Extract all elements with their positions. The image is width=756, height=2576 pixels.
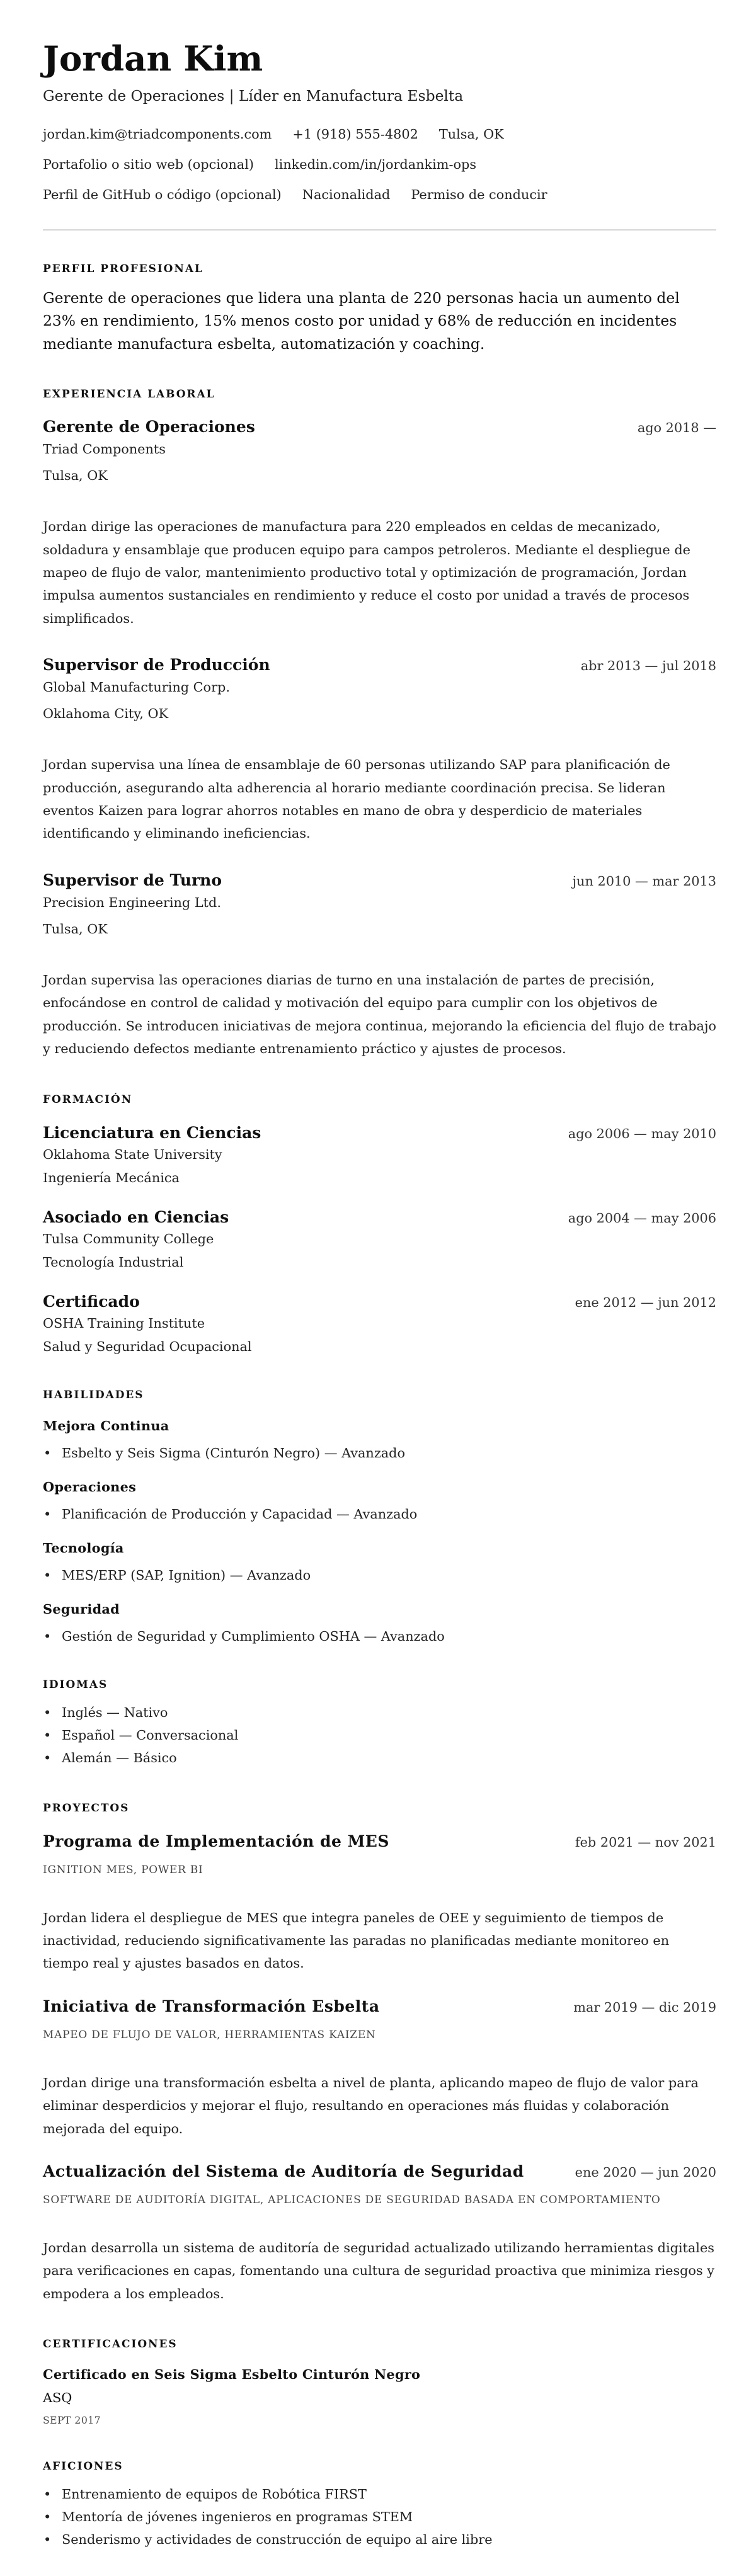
experience-entry xyxy=(43,870,716,1061)
project-tech: SOFTWARE DE AUDITORÍA DIGITAL, APLICACIONES DE SEGURIDAD BASADA EN COMPORTAMIENTO xyxy=(43,2192,661,2206)
skill-group xyxy=(43,1478,716,1524)
skill-item: • Planificación de Producción y Capacidad — Avanzado xyxy=(43,1505,716,1524)
experience-entry xyxy=(43,655,716,845)
summary-text: Gerente de operaciones que lidera una planta de 220 personas hacia un aumento del 23% en rendimiento, 15% menos costo por unidad y 68% de reducción en incidentes mediante manufactura esbelta, automatización y coaching. xyxy=(43,289,680,353)
job-title: Supervisor de Producción xyxy=(43,656,270,675)
project-dates: mar 2019 — dic 2019 xyxy=(573,1999,716,2015)
degree-title: Certificado xyxy=(43,1292,140,1311)
job-description: Jordan dirige las operaciones de manufactura para 220 empleados en celdas de mecanizado, soldadura y ensamblaje que producen equipo para campos petroleros. Mediante el despliegue de mapeo de flujo de valor, mantenimiento productivo total y optimización de programación, Jordan impulsa aumentos sustanciales en rendimiento y reduce el costo por unidad a través de procesos simplificados. xyxy=(43,519,690,626)
job-title: Gerente de Operaciones xyxy=(43,418,255,436)
skill-group xyxy=(43,1416,716,1462)
entry-header xyxy=(43,2162,716,2182)
header-divider xyxy=(43,229,716,231)
skill-item: • Esbelto y Seis Sigma (Cinturón Negro) — Avanzado xyxy=(43,1444,716,1462)
language-item: • Alemán — Básico xyxy=(43,1747,716,1769)
skill-group xyxy=(43,1600,716,1646)
entry-header xyxy=(43,1292,716,1313)
skill-list xyxy=(43,1505,716,1524)
project-description: Jordan desarrolla un sistema de auditoría de seguridad actualizado utilizando herramientas digitales para verificaciones en capas, fomentando una cultura de seguridad proactiva que minimiza riesgos y empodera a los empleados. xyxy=(43,2240,714,2301)
skill-group xyxy=(43,1539,716,1585)
school-name: OSHA Training Institute xyxy=(43,1315,205,1331)
field-of-study: Tecnología Industrial xyxy=(43,1254,184,1270)
project-entry xyxy=(43,1997,716,2140)
project-description: Jordan dirige una transformación esbelta a nivel de planta, aplicando mapeo de flujo de valor para eliminar desperdicios y mejorar el flujo, resultando en operaciones más fluidas y colaboración mejorada del equipo. xyxy=(43,2075,699,2136)
job-description: Jordan supervisa las operaciones diarias de turno en una instalación de partes de precisión, enfocándose en control de calidad y motivación del equipo para cumplir con los objetivos de producción. Se introducen iniciativas de mejora continua, mejorando la eficiencia del flujo de trabajo y reduciendo defectos mediante entrenamiento práctico y ajustes de procesos. xyxy=(43,972,716,1057)
education-section xyxy=(43,1091,716,1356)
field-of-study: Ingeniería Mecánica xyxy=(43,1170,180,1185)
field-of-study: Salud y Seguridad Ocupacional xyxy=(43,1338,252,1354)
school-name: Oklahoma State University xyxy=(43,1146,222,1162)
hobby-item: • Senderismo y actividades de construcción de equipo al aire libre xyxy=(43,2528,716,2551)
job-dates: jun 2010 — mar 2013 xyxy=(572,873,716,889)
project-name: Iniciativa de Transformación Esbelta xyxy=(43,1997,380,2015)
hobby-item: • Mentoría de jóvenes ingenieros en programas STEM xyxy=(43,2505,716,2528)
job-location: Tulsa, OK xyxy=(43,921,108,937)
contact-phone[interactable]: +1 (918) 555-4802 xyxy=(292,127,418,142)
company-name: Triad Components xyxy=(43,442,166,457)
section-title: AFICIONES xyxy=(43,2459,123,2473)
entry-header xyxy=(43,1832,716,1852)
education-entry xyxy=(43,1207,716,1272)
skills-section xyxy=(43,1387,716,1646)
degree-title: Licenciatura en Ciencias xyxy=(43,1123,261,1142)
resume-header xyxy=(43,40,716,204)
job-title: Supervisor de Turno xyxy=(43,870,222,889)
project-tech: MAPEO DE FLUJO DE VALOR, HERRAMIENTAS KAIZEN xyxy=(43,2027,376,2041)
experience-entry xyxy=(43,417,716,630)
candidate-name: Jordan Kim xyxy=(43,38,263,79)
project-tech: IGNITION MES, POWER BI xyxy=(43,1862,203,1876)
school-name: Tulsa Community College xyxy=(43,1231,214,1246)
skill-list xyxy=(43,1566,716,1585)
skill-group-name: Tecnología xyxy=(43,1539,124,1556)
project-entry xyxy=(43,1832,716,1975)
headline: Gerente de Operaciones | Líder en Manufactura Esbelta xyxy=(43,87,464,105)
skill-item: • MES/ERP (SAP, Ignition) — Avanzado xyxy=(43,1566,716,1585)
skill-group-name: Mejora Continua xyxy=(43,1417,169,1433)
language-item: • Inglés — Nativo xyxy=(43,1701,716,1724)
project-dates: feb 2021 — nov 2021 xyxy=(575,1834,716,1850)
job-description: Jordan supervisa una línea de ensamblaje de 60 personas utilizando SAP para planificación de producción, asegurando alta adherencia al horario mediante coordinación precisa. Se lideran eventos Kaizen para lograr ahorros notables en mano de obra y desperdicio de materiales identificando y eliminando ineficiencias. xyxy=(43,757,670,841)
contact-location: Tulsa, OK xyxy=(438,127,504,142)
hobby-list xyxy=(43,2483,716,2551)
certification-issuer: ASQ xyxy=(43,2390,72,2406)
languages-section xyxy=(43,1677,716,1769)
skill-group-name: Seguridad xyxy=(43,1600,120,1617)
section-title: PROYECTOS xyxy=(43,1801,130,1814)
contact-row xyxy=(43,185,716,204)
entry-header xyxy=(43,870,716,891)
certification-entry xyxy=(43,2365,716,2427)
language-list xyxy=(43,1701,716,1769)
section-title: PERFIL PROFESIONAL xyxy=(43,262,203,275)
entry-header xyxy=(43,655,716,676)
project-description: Jordan lidera el despliegue de MES que integra paneles de OEE y seguimiento de tiempos de inactividad, reduciendo significativamente las paradas no planificadas mediante monitoreo en tiempo real y ajustes basados en datos. xyxy=(43,1910,670,1971)
job-location: Tulsa, OK xyxy=(43,468,108,484)
section-title: EXPERIENCIA LABORAL xyxy=(43,387,215,401)
certifications-section xyxy=(43,2336,716,2427)
entry-header xyxy=(43,417,716,438)
job-location: Oklahoma City, OK xyxy=(43,706,169,722)
contact-email[interactable]: jordan.kim@triadcomponents.com xyxy=(43,127,272,142)
skill-item: • Gestión de Seguridad y Cumplimiento OSHA — Avanzado xyxy=(43,1627,716,1646)
project-entry xyxy=(43,2162,716,2305)
job-dates: ago 2018 — xyxy=(637,420,716,436)
entry-header xyxy=(43,1123,716,1144)
contact-portfolio[interactable]: Portafolio o sitio web (opcional) xyxy=(43,157,254,172)
education-entry xyxy=(43,1123,716,1187)
section-title: FORMACIÓN xyxy=(43,1092,133,1105)
entry-header xyxy=(43,1997,716,2017)
education-dates: ago 2004 — may 2006 xyxy=(568,1210,716,1226)
entry-header xyxy=(43,1207,716,1228)
skill-group-name: Operaciones xyxy=(43,1478,137,1495)
company-name: Precision Engineering Ltd. xyxy=(43,894,221,910)
certification-name: Certificado en Seis Sigma Esbelto Cinturón Negro xyxy=(43,2366,421,2383)
experience-section xyxy=(43,386,716,1060)
certification-date: SEPT 2017 xyxy=(43,2415,101,2427)
hobbies-section xyxy=(43,2458,716,2551)
contact-linkedin[interactable]: linkedin.com/in/jordankim-ops xyxy=(274,157,477,172)
job-dates: abr 2013 — jul 2018 xyxy=(580,658,716,674)
section-title: HABILIDADES xyxy=(43,1388,144,1401)
education-dates: ago 2006 — may 2010 xyxy=(568,1126,716,1141)
contact-row xyxy=(43,155,716,174)
skill-list xyxy=(43,1444,716,1462)
education-dates: ene 2012 — jun 2012 xyxy=(575,1294,716,1310)
project-name: Actualización del Sistema de Auditoría de Seguridad xyxy=(43,2162,524,2180)
language-item: • Español — Conversacional xyxy=(43,1724,716,1747)
company-name: Global Manufacturing Corp. xyxy=(43,680,230,695)
contact-github[interactable]: Perfil de GitHub o código (opcional) xyxy=(43,187,282,202)
summary-section xyxy=(43,261,716,355)
project-dates: ene 2020 — jun 2020 xyxy=(575,2164,716,2180)
section-title: CERTIFICACIONES xyxy=(43,2337,178,2351)
degree-title: Asociado en Ciencias xyxy=(43,1207,229,1226)
section-title: IDIOMAS xyxy=(43,1677,108,1690)
contact-driving-license: Permiso de conducir xyxy=(411,187,547,202)
contact-row xyxy=(43,125,716,144)
project-name: Programa de Implementación de MES xyxy=(43,1832,389,1850)
projects-section xyxy=(43,1800,716,2306)
hobby-item: • Entrenamiento de equipos de Robótica FIRST xyxy=(43,2483,716,2505)
education-entry xyxy=(43,1292,716,1356)
contact-nationality: Nacionalidad xyxy=(302,187,391,202)
skill-list xyxy=(43,1627,716,1646)
